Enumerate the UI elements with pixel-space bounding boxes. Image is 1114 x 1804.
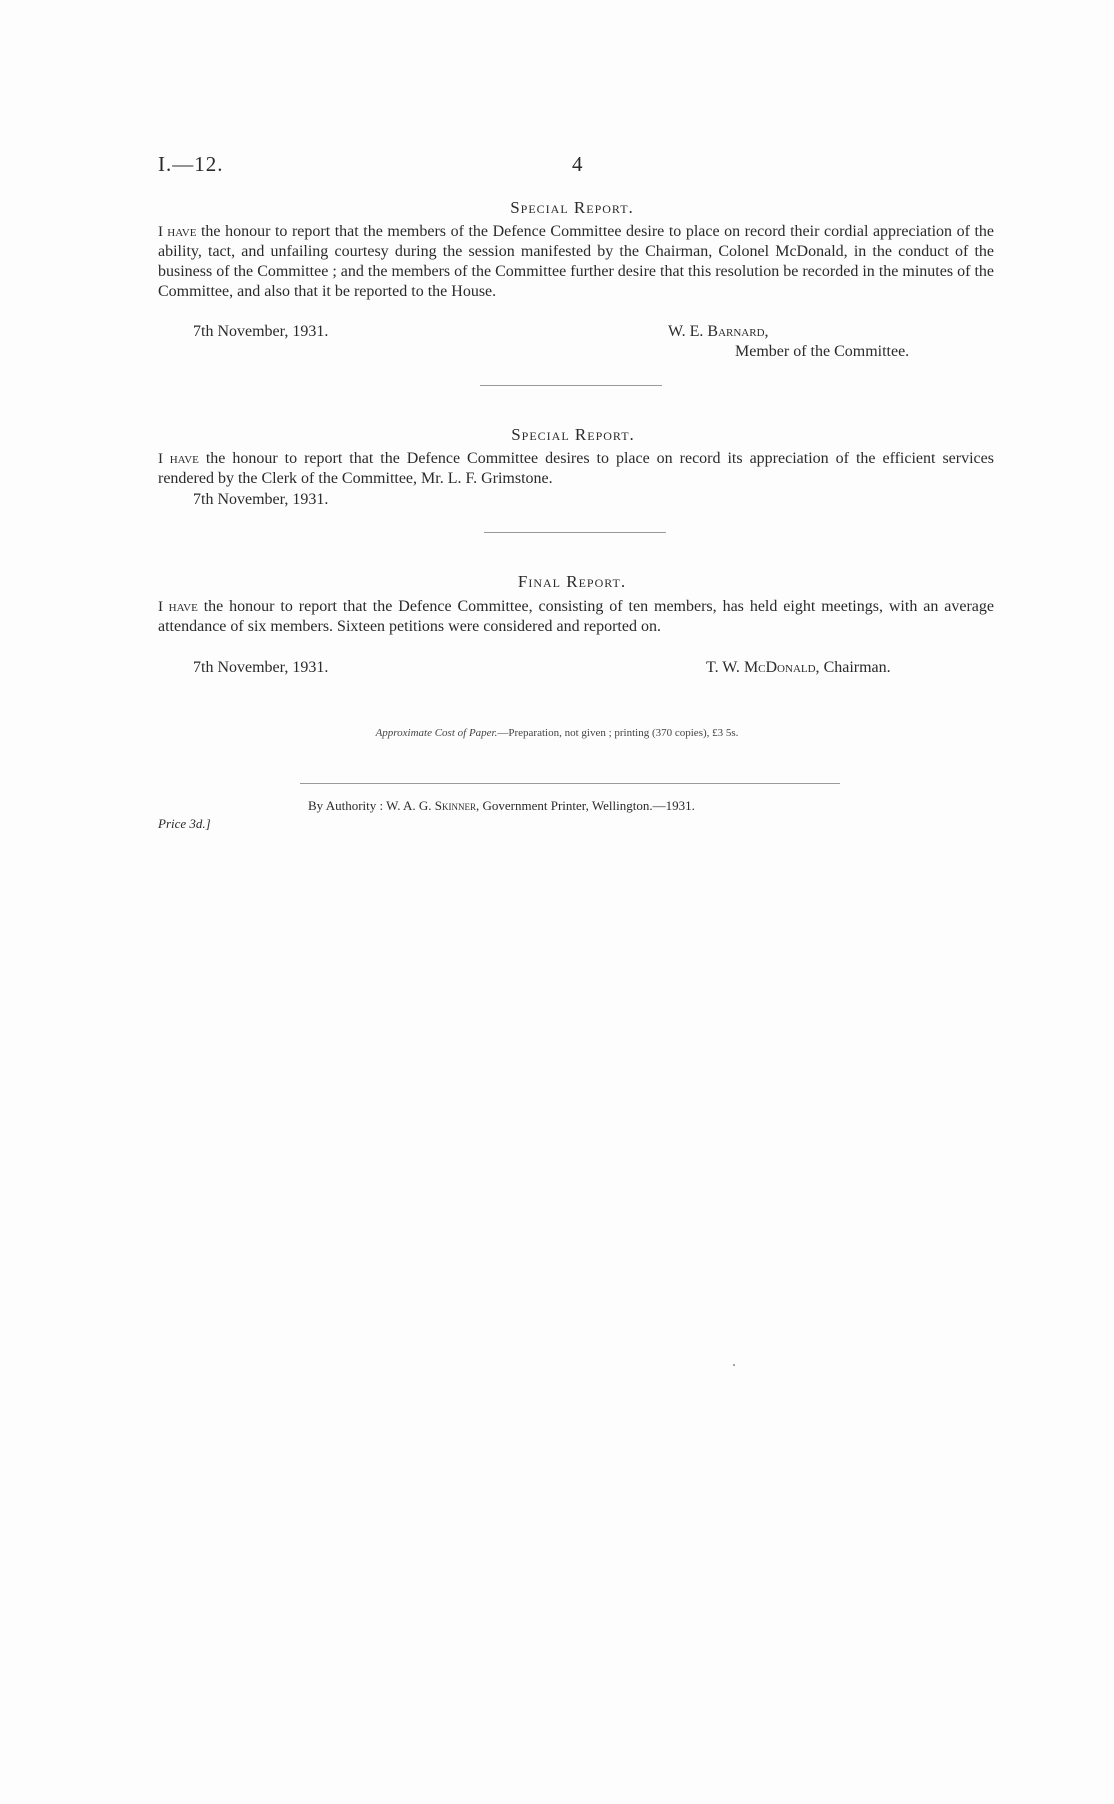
final-report-signatory: [706, 659, 891, 677]
cost-text: —Preparation, not given ; printing (370 copies), £3 5s.: [497, 727, 739, 739]
cost-of-paper: [0, 727, 1114, 739]
authority-prefix: By Authority : W. A. G.: [308, 798, 435, 813]
scan-speck: [733, 1364, 735, 1366]
authority-line: [308, 798, 695, 814]
authority-suffix: , Government Printer, Wellington.—1931.: [476, 798, 695, 813]
final-report-date: 7th November, 1931.: [193, 659, 329, 676]
final-report-heading: Final Report.: [517, 572, 627, 591]
special-report-2-paragraph: [158, 449, 994, 489]
special-report-1-role: Member of the Committee.: [735, 343, 910, 360]
special-report-1-lead: I have: [158, 224, 197, 240]
final-report-role: Chairman.: [819, 659, 891, 676]
section-divider: [484, 532, 666, 533]
paper-reference: I.—12.: [158, 152, 224, 176]
special-report-2-body: the honour to report that the Defence Committee desires to place on record its appreciation of the efficient services rendered by the Clerk of the Committee, Mr. L. F. Grimstone.: [158, 450, 994, 487]
final-report-paragraph: [158, 597, 994, 637]
special-report-1-initials: W. E.: [668, 323, 708, 340]
special-report-2-heading: Special Report.: [511, 425, 635, 444]
cost-label: Approximate Cost of Paper.: [375, 727, 498, 739]
special-report-2-date: 7th November, 1931.: [193, 491, 329, 508]
special-report-1-signatory: [668, 323, 769, 341]
section-divider: [480, 385, 662, 386]
footer-rule: [300, 783, 840, 784]
page-number: 4: [572, 152, 583, 176]
special-report-1-paragraph: [158, 222, 994, 302]
special-report-1-date: 7th November, 1931.: [193, 323, 329, 340]
special-report-1-surname: Barnard,: [707, 323, 769, 340]
special-report-2-lead: I have: [158, 451, 199, 467]
special-report-1-body: the honour to report that the members of the Defence Committee desire to place on record their cordial appreciation of the ability, tact, and unfailing courtesy during the session manifested by the Chairman, Colonel McDonald, in the conduct of the business of the Committee ; and the members of the Committee further desire that this resolution be recorded in the minutes of the Committee, and also that it be reported to the House.: [158, 223, 994, 300]
authority-name: Skinner: [434, 798, 477, 813]
special-report-1-heading: Special Report.: [510, 198, 634, 217]
final-report-lead: I have: [158, 599, 198, 615]
final-report-initials: T. W.: [706, 659, 744, 676]
price: Price 3d.]: [158, 816, 211, 831]
final-report-body: the honour to report that the Defence Committee, consisting of ten members, has held eight meetings, with an average attendance of six members. Sixteen petitions were considered and reported on.: [158, 598, 994, 635]
final-report-surname: McDonald,: [743, 659, 820, 676]
